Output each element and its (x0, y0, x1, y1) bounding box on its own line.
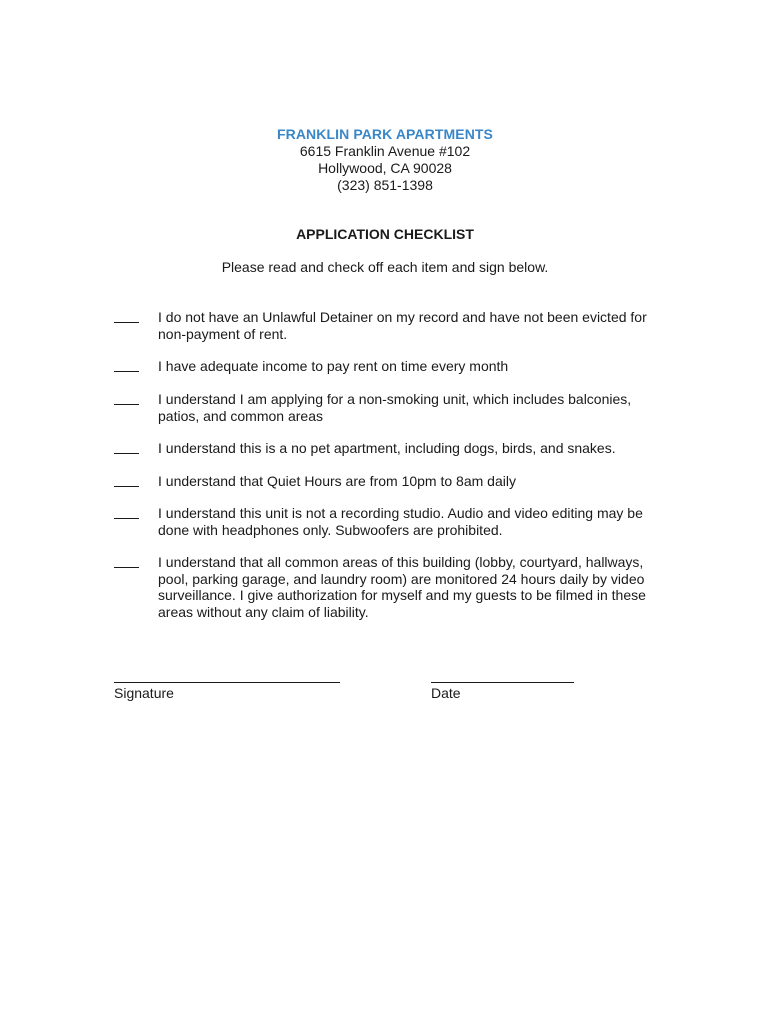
signature-line[interactable] (114, 682, 340, 683)
checklist-item-text: I understand this is a no pet apartment, including dogs, birds, and snakes. (158, 440, 616, 456)
instructions-text: Please read and check off each item and sign below. (221, 259, 549, 275)
checklist-item-text: I have adequate income to pay rent on time every month (158, 358, 509, 374)
checklist-item-text: I do not have an Unlawful Detainer on my record and have not been evicted for non-payment of rent. (158, 309, 647, 342)
check-blank[interactable] (114, 404, 139, 405)
checklist-item-text: I understand that Quiet Hours are from 10pm to 8am daily (158, 473, 516, 489)
address-city: Hollywood, CA 90028 (318, 160, 452, 176)
phone-number: (323) 851-1398 (337, 177, 433, 193)
date-label: Date (431, 685, 461, 701)
letterhead (0, 126, 770, 194)
checklist-item-text: I understand that all common areas of this building (lobby, courtyard, hallways, pool, parking garage, and laundry room) are monitored 24 hours daily by video surveillance. I give authorization for myself and my guests to be filmed in these areas without any claim of liability. (158, 554, 646, 620)
check-blank[interactable] (114, 486, 139, 487)
check-blank[interactable] (114, 322, 139, 323)
checklist-item-text: I understand I am applying for a non-smoking unit, which includes balconies, patios, and common areas (158, 391, 632, 424)
check-blank[interactable] (114, 453, 139, 454)
signature-label: Signature (114, 685, 174, 701)
address-street: 6615 Franklin Avenue #102 (299, 143, 471, 159)
check-blank[interactable] (114, 518, 139, 519)
company-name: FRANKLIN PARK APARTMENTS (276, 126, 494, 142)
check-blank[interactable] (114, 371, 139, 372)
check-blank[interactable] (114, 567, 139, 568)
document-title: APPLICATION CHECKLIST (296, 226, 474, 242)
checklist-item-text: I understand this unit is not a recording studio. Audio and video editing may be done with headphones only. Subwoofers are prohibited. (158, 505, 643, 538)
date-line[interactable] (431, 682, 574, 683)
